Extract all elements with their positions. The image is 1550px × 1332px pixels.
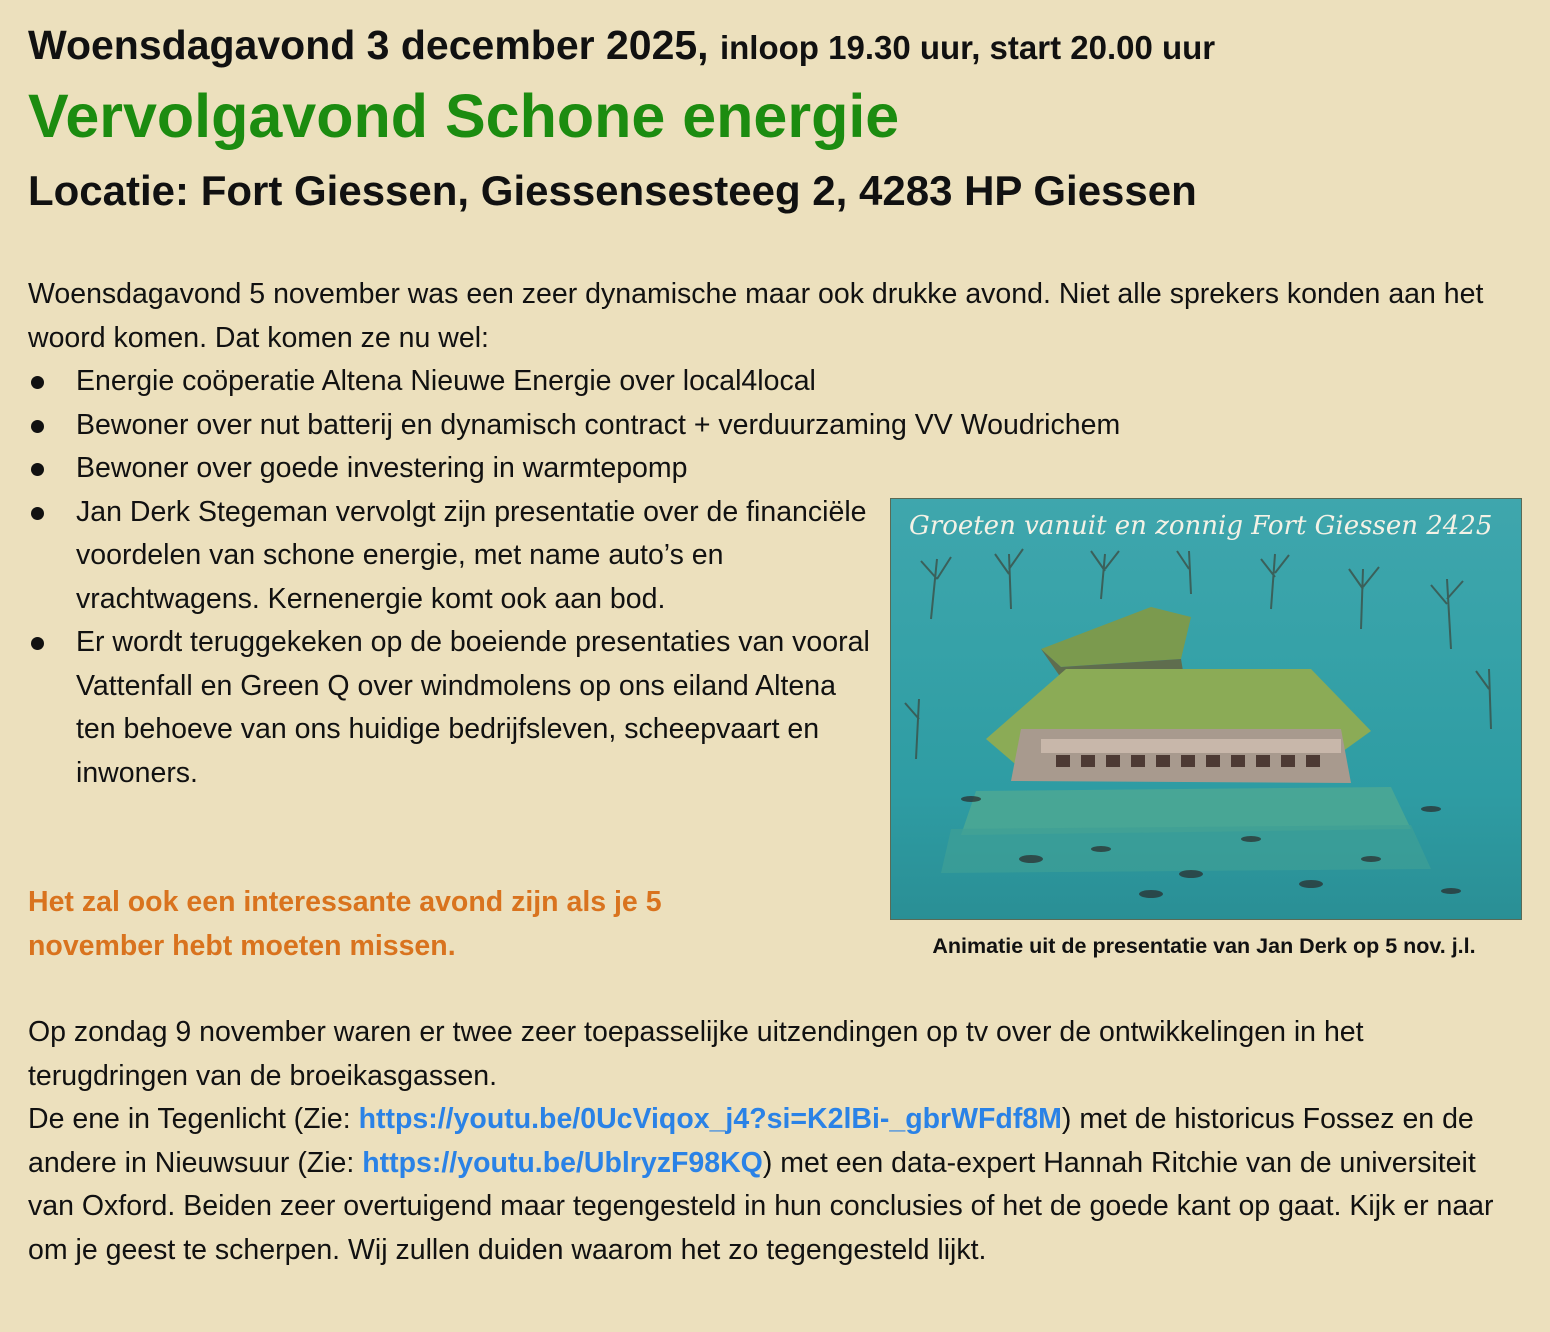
list-item: Jan Derk Stegeman vervolgt zijn presentatie over de financiële voordelen van schone energie, met name auto’s en vrachtwagens. Kernenergie komt ook aan bod. <box>28 491 876 622</box>
closing-text-c: ) met een data-expert Hannah Ritchie van de universiteit van Oxford. Beiden zeer overtuigend maar tegengesteld in hun conclusies of het de goede kant op gaat. Kijk er naar om je geest te scherpen. Wij zullen duiden waarom het zo tegengesteld lijkt. <box>28 1146 1494 1266</box>
closing-text-a: De ene in Tegenlicht (Zie: <box>28 1103 359 1135</box>
list-item: Bewoner over goede investering in warmtepomp <box>28 447 1508 491</box>
event-date: Woensdagavond 3 december 2025, <box>28 22 709 68</box>
list-item: Energie coöperatie Altena Nieuwe Energie over local4local <box>28 360 1508 404</box>
list-item: Bewoner over nut batterij en dynamisch contract + verduurzaming VV Woudrichem <box>28 404 1508 448</box>
closing-paragraph-1: Op zondag 9 november waren er twee zeer toepasselijke uitzendingen op tv over de ontwikkelingen in het terugdringen van de broeikasgassen. <box>28 1016 1364 1092</box>
fort-illustration <box>891 499 1521 919</box>
flyer <box>28 18 1528 1266</box>
highlight-text: Het zal ook een interessante avond zijn als je 5 november hebt moeten missen. <box>28 886 662 962</box>
intro-paragraph: Woensdagavond 5 november was een zeer dynamische maar ook drukke avond. Niet alle sprekers konden aan het woord komen. Dat komen ze nu wel: <box>28 278 1484 354</box>
list-item: Er wordt teruggekeken op de boeiende presentaties van vooral Vattenfall en Green Q over windmolens op ons eiland Altena ten behoeve van ons huidige bedrijfsleven, scheepvaart en inwoners. <box>28 621 876 795</box>
fort-giessen-photo <box>890 498 1522 920</box>
nieuwsuur-link[interactable]: https://youtu.be/UblryzF98KQ <box>362 1146 763 1179</box>
photo-caption: Animatie uit de presentatie van Jan Derk op 5 nov. j.l. <box>932 934 1476 958</box>
event-date-heading <box>28 18 1528 75</box>
tegenlicht-link[interactable]: https://youtu.be/0UcViqox_j4?si=K2lBi-_gbrWFdf8M <box>358 1103 1062 1135</box>
closing-paragraph-2 <box>28 1098 1508 1272</box>
closing-section <box>28 1011 1508 1272</box>
closing-text-b: ) met de historicus Fossez en de andere in Nieuwsuur (Zie: <box>28 1103 1474 1179</box>
event-location: Locatie: Fort Giessen, Giessensesteeg 2, 4283 HP Giessen <box>28 167 1197 214</box>
event-title: Vervolgavond Schone energie <box>28 82 900 150</box>
photo-overlay-text: Groeten vanuit en zonnig Fort Giessen 2425 <box>909 511 1493 541</box>
event-time: inloop 19.30 uur, start 20.00 uur <box>719 29 1216 66</box>
